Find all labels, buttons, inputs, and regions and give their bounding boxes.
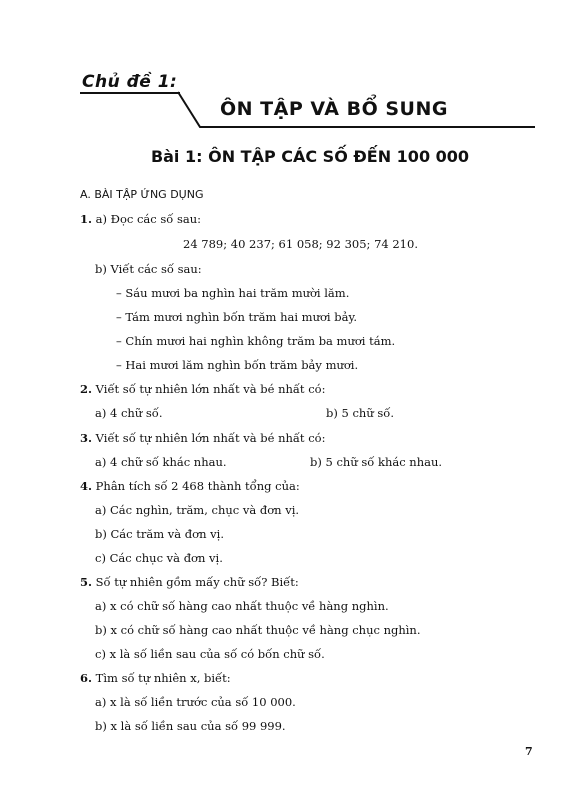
exercise-3-a: a) 4 chữ số khác nhau. (95, 455, 227, 469)
exercise-5-c: c) x là số liền sau của số có bốn chữ số. (95, 647, 325, 661)
exercise-2-b: b) 5 chữ số. (326, 406, 394, 420)
exercise-6-a: a) x là số liền trước của số 10 000. (95, 695, 296, 709)
topic-label: Chủ đề 1: (82, 72, 178, 92)
exercise-number: 6. (80, 671, 93, 685)
exercise-4-a: a) Các nghìn, trăm, chục và đơn vị. (95, 503, 300, 517)
exercise-4 (80, 479, 300, 493)
dictation-item: – Tám mươi nghìn bốn trăm hai mươi bảy. (116, 310, 358, 324)
topic-title: ÔN TẬP VÀ BỔ SUNG (220, 98, 448, 120)
exercise-text: Phân tích số 2 468 thành tổng của: (92, 479, 300, 493)
exercise-number: 4. (80, 479, 93, 493)
exercise-4-b: b) Các trăm và đơn vị. (95, 527, 224, 541)
exercise-1-a (80, 212, 201, 226)
exercise-5-b: b) x có chữ số hàng cao nhất thuộc về hàng chục nghìn. (95, 623, 421, 637)
exercise-text: a) Đọc các số sau: (92, 212, 201, 226)
exercise-5 (80, 575, 299, 589)
number-list: 24 789; 40 237; 61 058; 92 305; 74 210. (183, 237, 418, 251)
exercise-5-a: a) x có chữ số hàng cao nhất thuộc về hàng nghìn. (95, 599, 389, 613)
dictation-item: – Chín mươi hai nghìn không trăm ba mươi tám. (116, 334, 396, 348)
dictation-item: – Hai mươi lăm nghìn bốn trăm bảy mươi. (116, 358, 359, 372)
exercise-text: Tìm số tự nhiên x, biết: (92, 671, 231, 685)
exercise-text: Viết số tự nhiên lớn nhất và bé nhất có: (92, 382, 326, 396)
exercise-number: 5. (80, 575, 93, 589)
exercise-number: 2. (80, 382, 93, 396)
exercise-3-b: b) 5 chữ số khác nhau. (310, 455, 443, 469)
exercise-6-b: b) x là số liền sau của số 99 999. (95, 719, 286, 733)
lesson-title: Bài 1: ÔN TẬP CÁC SỐ ĐẾN 100 000 (150, 147, 470, 166)
exercise-6 (80, 671, 231, 685)
dictation-item: – Sáu mươi ba nghìn hai trăm mười lăm. (116, 286, 350, 300)
exercise-number: 3. (80, 431, 93, 445)
exercise-text: Số tự nhiên gồm mấy chữ số? Biết: (92, 575, 299, 589)
exercise-4-c: c) Các chục và đơn vị. (95, 551, 223, 565)
section-title: A. BÀI TẬP ỨNG DỤNG (80, 188, 204, 201)
exercise-3 (80, 431, 325, 445)
exercise-text: Viết số tự nhiên lớn nhất và bé nhất có: (92, 431, 326, 445)
page-number: 7 (525, 745, 533, 758)
exercise-number: 1. (80, 212, 93, 226)
exercise-2 (80, 382, 325, 396)
exercise-2-a: a) 4 chữ số. (95, 406, 163, 420)
exercise-1-b: b) Viết các số sau: (95, 262, 202, 276)
